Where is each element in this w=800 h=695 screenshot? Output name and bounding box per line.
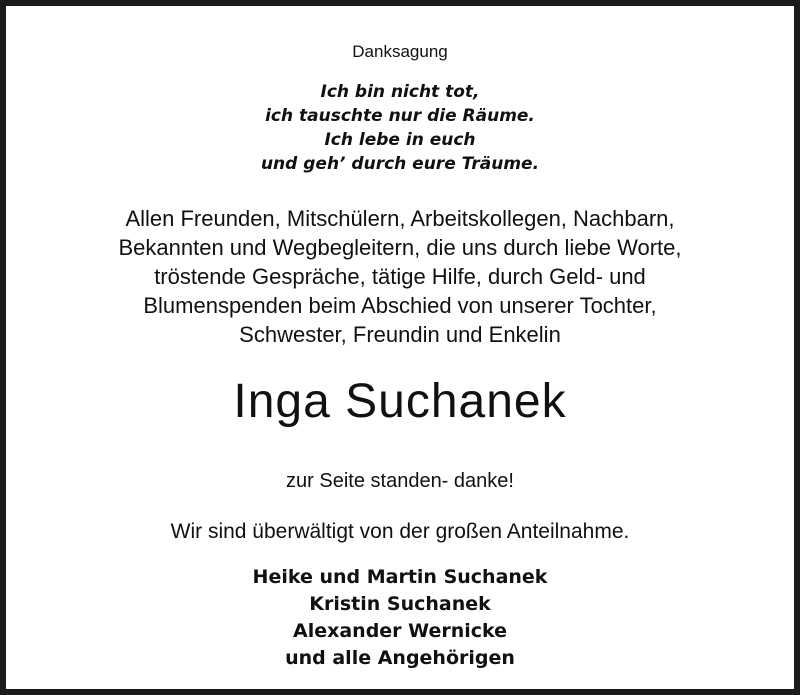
signature-line: Kristin Suchanek — [309, 593, 491, 615]
thanks-line: tröstende Gespräche, tätige Hilfe, durch Geld- und — [154, 264, 646, 289]
poem-line: Ich bin nicht tot, — [320, 82, 480, 102]
signatures — [6, 564, 794, 672]
poem-line: und geh’ durch eure Träume. — [260, 154, 540, 174]
thanks-paragraph — [6, 204, 794, 349]
poem — [6, 80, 794, 176]
poem-line: ich tauschte nur die Räume. — [265, 106, 535, 126]
thanks-closing: zur Seite standen- danke! — [286, 470, 514, 492]
signature-line: Alexander Wernicke — [292, 620, 508, 642]
signature-line: Heike und Martin Suchanek — [252, 566, 548, 588]
notice-heading: Danksagung — [352, 42, 448, 61]
thanks-line: Blumenspenden beim Abschied von unserer Tochter, — [143, 293, 657, 318]
thanks-line: Bekannten und Wegbegleitern, die uns durch liebe Worte, — [118, 235, 682, 260]
sympathy-statement: Wir sind überwältigt von der großen Anteilnahme. — [170, 520, 630, 543]
signature-line: und alle Angehörigen — [285, 647, 515, 669]
poem-line: Ich lebe in euch — [324, 130, 476, 150]
thanks-line: Schwester, Freundin und Enkelin — [239, 322, 561, 347]
thanks-line: Allen Freunden, Mitschülern, Arbeitskollegen, Nachbarn, — [125, 206, 675, 231]
deceased-name: Inga Suchanek — [233, 375, 567, 428]
